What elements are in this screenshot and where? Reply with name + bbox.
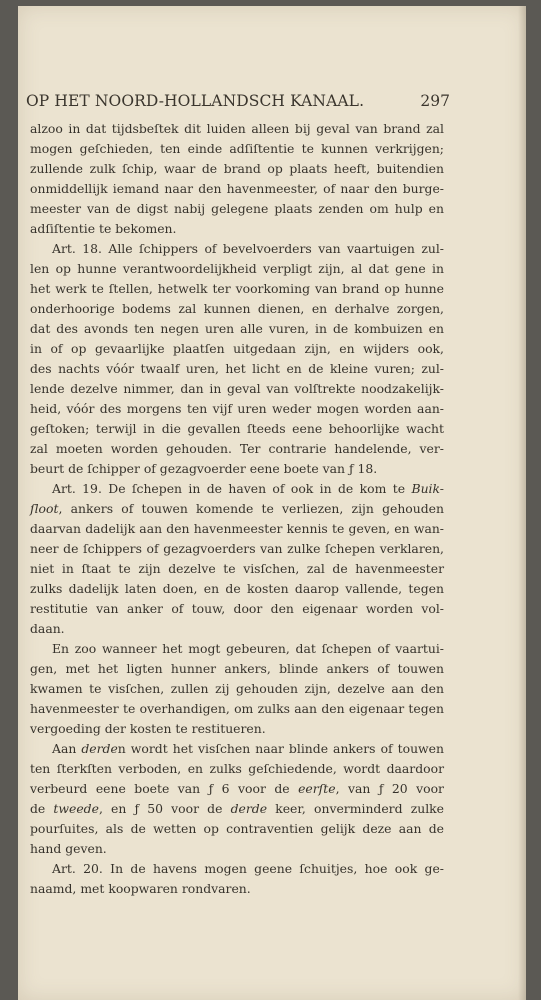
text-line: Aan derden wordt het visſchen naar blinde ankers of touwen [52, 741, 444, 756]
text-line: geſtoken; terwijl in die gevallen ſteeds eene behoorlijke wacht [30, 421, 444, 436]
page-body-text [30, 119, 444, 899]
text-line: hand geven. [30, 841, 107, 856]
text-line: havenmeester te overhandigen, om zulks aan den eigenaar tegen [30, 701, 444, 716]
text-line: Art. 19. De ſchepen in de haven of ook in de kom te Buik- [52, 481, 444, 496]
text-line: naamd, met koopwaren rondvaren. [30, 881, 251, 896]
text-line: het werk te ſtellen, hetwelk ter voorkoming van brand op hunne [30, 281, 444, 296]
text-line: len op hunne verantwoordelijkheid verpligt zijn, al dat gene in [30, 261, 444, 276]
text-line: lende dezelve nimmer, dan in geval van volſtrekte noodzakelijk- [30, 381, 444, 396]
text-line: beurt de ſchipper of gezagvoerder eene boete van ƒ 18. [30, 461, 378, 476]
text-line: neer de ſchippers of gezagvoerders van zulke ſchepen verklaren, [30, 541, 444, 556]
text-line: En zoo wanneer het mogt gebeuren, dat ſchepen of vaartui- [52, 641, 444, 656]
text-line: daan. [30, 621, 65, 636]
text-line: Art. 18. Alle ſchippers of bevelvoerders van vaartuigen zul- [52, 241, 444, 256]
text-line: niet in ſtaat te zijn dezelve te visſchen, zal de havenmeester [30, 561, 444, 576]
book-page [18, 6, 526, 1000]
text-line: dat des avonds ten negen uren alle vuren, in de kombuizen en [30, 321, 444, 336]
text-line: vergoeding der kosten te restitueren. [30, 721, 266, 736]
text-line: meester van de digst nabij gelegene plaats zenden om hulp en [30, 201, 444, 216]
running-title: OP HET NOORD-HOLLANDSCH KANAAL. [26, 92, 365, 110]
text-line: kwamen te visſchen, zullen zij gehouden zijn, dezelve aan den [30, 681, 444, 696]
text-line: des nachts vóór twaalf uren, het licht en de kleine vuren; zul- [30, 361, 444, 376]
text-line: adſiſtentie te bekomen. [30, 221, 177, 236]
text-line: zullende zulk ſchip, waar de brand op plaats heeft, buitendien [30, 161, 444, 176]
text-line: onderhoorige bodems zal kunnen dienen, en derhalve zorgen, [30, 301, 444, 316]
text-line: zal moeten worden gehouden. Ter contrarie handelende, ver- [30, 441, 444, 456]
text-line: heid, vóór des morgens ten vijf uren weder mogen worden aan- [30, 401, 444, 416]
page-edge-shadow [518, 6, 526, 1000]
text-line: ſloot, ankers of touwen komende te verliezen, zijn gehouden [30, 501, 444, 516]
text-line: alzoo in dat tijdsbeſtek dit luiden alleen bij geval van brand zal [30, 121, 444, 136]
text-line: de tweede, en ƒ 50 voor de derde keer, onverminderd zulke [30, 801, 445, 816]
text-line: in of op gevaarlijke plaatſen uitgedaan zijn, en wijders ook, [30, 341, 444, 356]
text-line: restitutie van anker of touw, door den eigenaar worden vol- [30, 601, 444, 616]
text-line: Art. 20. In de havens mogen geene ſchuitjes, hoe ook ge- [52, 861, 444, 876]
text-line: gen, met het ligten hunner ankers, blinde ankers of touwen [30, 661, 444, 676]
text-line: ten ſterkſten verboden, en zulks geſchiedende, wordt daardoor [30, 761, 444, 776]
text-line: onmiddellijk iemand naar den havenmeester, of naar den burge- [30, 181, 444, 196]
page-number: 297 [420, 92, 450, 110]
text-line: mogen geſchieden, ten einde adſiſtentie te kunnen verkrijgen; [30, 141, 444, 156]
text-line: daarvan dadelijk aan den havenmeester kennis te geven, en wan- [30, 521, 444, 536]
running-header [26, 92, 450, 110]
text-line: verbeurd eene boete van ƒ 6 voor de eerſte, van ƒ 20 voor [30, 781, 444, 796]
text-line: zulks dadelijk laten doen, en de kosten daarop vallende, tegen [30, 581, 444, 596]
text-line: pourſuites, als de wetten op contraventien gelijk deze aan de [30, 821, 444, 836]
